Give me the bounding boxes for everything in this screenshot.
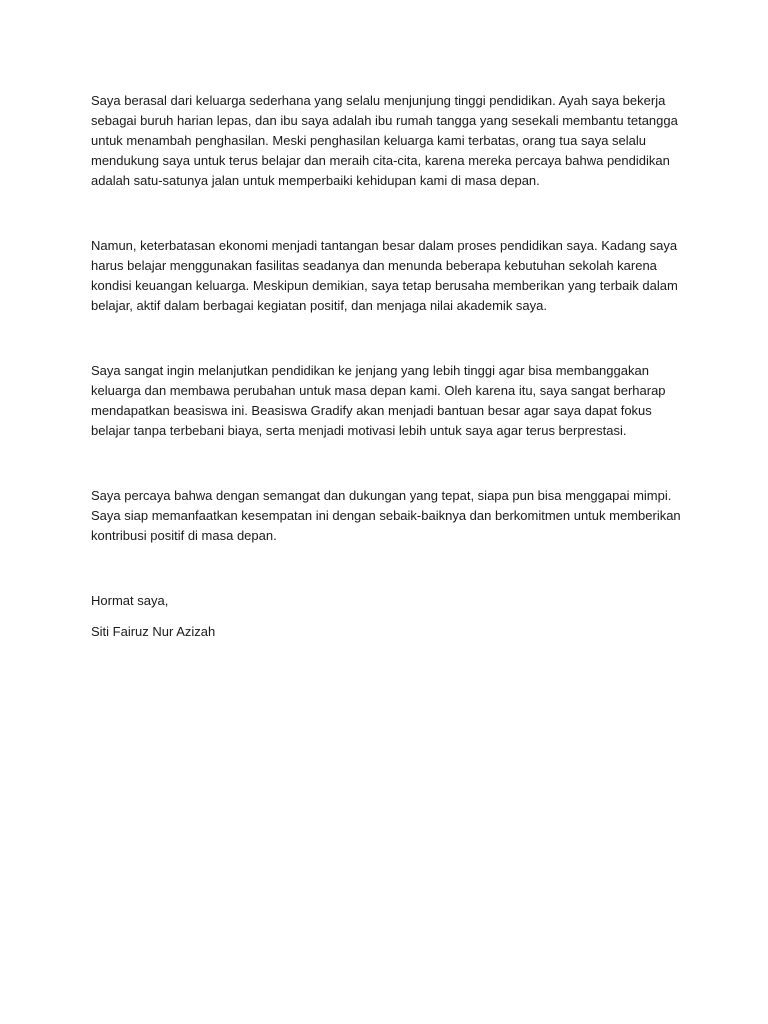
paragraph-scholarship-motivation: Saya sangat ingin melanjutkan pendidikan ke jenjang yang lebih tinggi agar bisa membanggakan keluarga dan membawa perubahan untuk masa depan kami. Oleh karena itu, saya sangat berharap mendapatkan beasiswa ini. Beasiswa Gradify akan menjadi bantuan besar agar saya dapat fokus belajar tanpa terbebani biaya, serta menjadi motivasi lebih untuk saya agar terus berprestasi. <box>91 363 666 438</box>
signature-name: Siti Fairuz Nur Azizah <box>91 624 216 639</box>
paragraph-economic-challenges: Namun, keterbatasan ekonomi menjadi tantangan besar dalam proses pendidikan saya. Kadang saya harus belajar menggunakan fasilitas seadanya dan menunda beberapa kebutuhan sekolah karena kondisi keuangan keluarga. Meskipun demikian, saya tetap berusaha memberikan yang terbaik dalam belajar, aktif dalam berbagai kegiatan positif, dan menjaga nilai akademik saya. <box>91 238 678 313</box>
paragraph-family-background: Saya berasal dari keluarga sederhana yang selalu menjunjung tinggi pendidikan. Ayah saya bekerja sebagai buruh harian lepas, dan ibu saya adalah ibu rumah tangga yang sesekali membantu tetangga untuk menambah penghasilan. Meski penghasilan keluarga kami terbatas, orang tua saya selalu mendukung saya untuk terus belajar dan meraih cita-cita, karena mereka percaya bahwa pendidikan adalah satu-satunya jalan untuk memperbaiki kehidupan kami di masa depan. <box>91 93 678 188</box>
letter-body <box>91 91 681 642</box>
paragraph-commitment: Saya percaya bahwa dengan semangat dan dukungan yang tepat, siapa pun bisa menggapai mimpi. Saya siap memanfaatkan kesempatan ini dengan sebaik-baiknya dan berkomitmen untuk memberikan kontribusi positif di masa depan. <box>91 488 681 543</box>
closing-salutation: Hormat saya, <box>91 593 169 608</box>
